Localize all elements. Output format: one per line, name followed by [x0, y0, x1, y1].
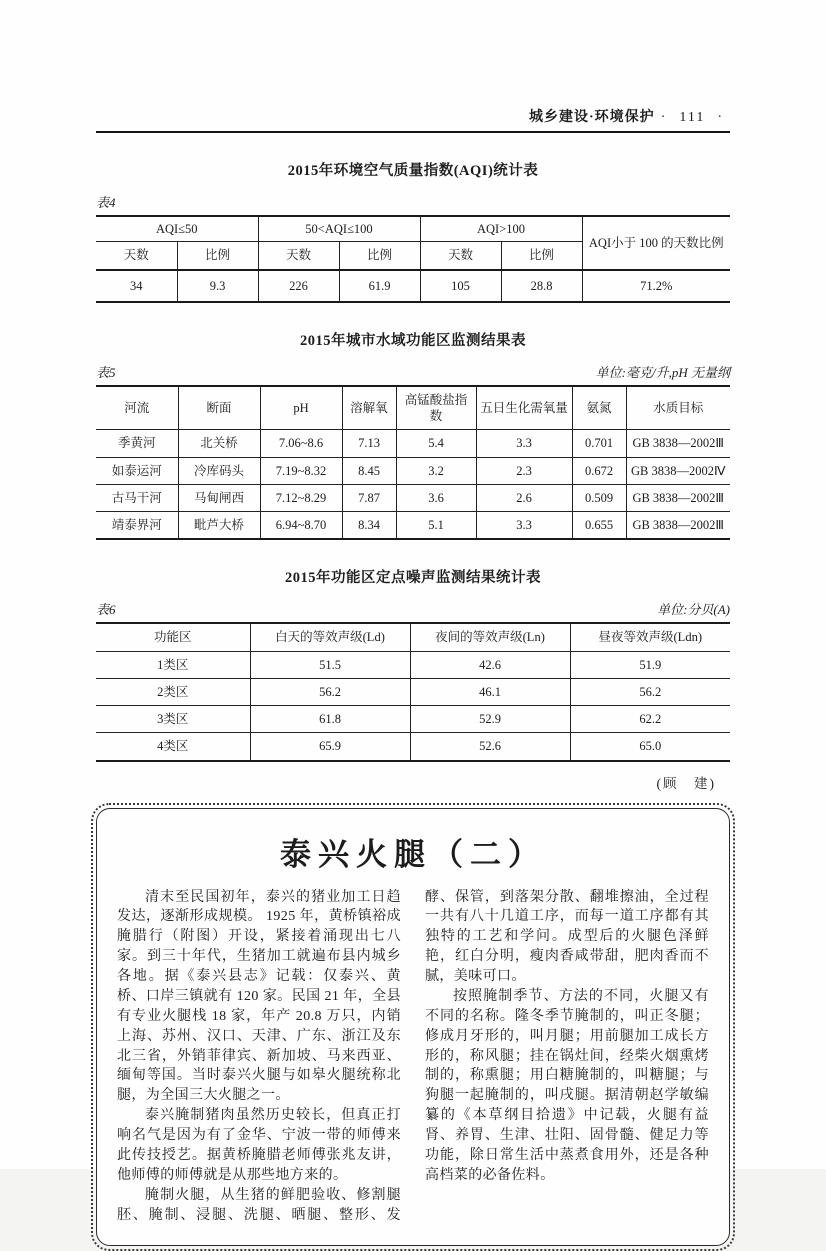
aqi-cell: 9.3 [177, 270, 258, 302]
water-table-meta [96, 362, 730, 381]
water-row [96, 430, 730, 457]
water-cell: 2.3 [476, 457, 572, 484]
water-row [96, 484, 730, 511]
article-paragraph: 按照腌制季节、方法的不同，火腿又有不同的名称。隆冬季节腌制的，叫正冬腿；修成月牙形的，叫月腿；用前腿加工成长方形的，称风腿；挂在锅灶间，经柴火烟熏烤制的，称熏腿；用白糖腌制的，叫糖腿；与狗腿一起腌制的，叫戌腿。据清朝赵学敏编纂的《本草纲目拾遗》中记载，火腿有益肾、养胃、生津、壮阳、固骨髓、健足力等功能，除日常生活中蒸煮食用外，还是各种高档菜的必备佐料。 [425, 988, 709, 1183]
aqi-cell: 61.9 [339, 270, 420, 302]
noise-header: 功能区 [153, 630, 192, 645]
aqi-table-title: 2015年环境空气质量指数(AQI)统计表 [287, 163, 539, 179]
running-header [96, 106, 730, 126]
aqi-cell: 226 [258, 270, 339, 302]
article-paragraph: 泰兴腌制猪肉虽然历史较长，但真正打响名气是因为有了金华、宁波一带的师傅来此传技授艺。据黄桥腌腊老师傅张兆友讲，他师傅的师傅就是从那些地方来的。 [117, 1108, 401, 1183]
noise-cell: 51.5 [250, 651, 410, 678]
aqi-group-header: AQI≤50 [155, 222, 198, 236]
water-cell: 8.34 [342, 512, 396, 540]
noise-cell: 52.6 [410, 733, 570, 761]
water-cell: 7.06~8.6 [260, 430, 342, 457]
aqi-sub-header: 天数 [258, 242, 339, 270]
water-header: pH [260, 386, 342, 430]
water-cell: 毗芦大桥 [178, 512, 260, 540]
aqi-group-header: AQI>100 [420, 216, 582, 242]
noise-header: 白天的等效声级(Ld) [250, 623, 410, 651]
noise-cell: 56.2 [570, 678, 730, 705]
water-table-unit: 单位:毫克/升,pH 无量纲 [595, 364, 730, 380]
water-cell: 古马干河 [96, 484, 178, 511]
water-header: 氨氮 [572, 386, 626, 430]
aqi-table-label: 表4 [96, 195, 116, 210]
noise-cell: 56.2 [250, 678, 410, 705]
noise-cell: 4类区 [96, 733, 250, 761]
noise-header: 夜间的等效声级(Ln) [410, 623, 570, 651]
water-table-title: 2015年城市水域功能区监测结果表 [300, 332, 526, 349]
water-header-row [96, 386, 730, 430]
noise-cell: 65.9 [250, 733, 410, 761]
noise-header-row [96, 623, 730, 651]
water-cell: 0.672 [572, 457, 626, 484]
water-header: 水质目标 [626, 386, 730, 430]
noise-cell: 61.8 [250, 706, 410, 733]
aqi-ratio-header: AQI小于 100 的天数比例 [582, 216, 730, 270]
noise-table-unit: 单位:分贝(A) [657, 602, 730, 618]
water-cell: 季黄河 [96, 430, 178, 457]
water-header: 河流 [124, 400, 150, 415]
noise-cell: 65.0 [570, 733, 730, 761]
article-paragraph: 清末至民国初年，泰兴的猪业加工日趋发达，逐渐形成规模。 1925 年，黄桥镇裕成腌腊行（附图）开设，紧接着涌现出七八家。到三十年代，生猪加工就遍布县内城乡各地。据《泰兴县志》记载：仅泰兴、黄桥、口岸三镇就有 120 家。民国 21 年，全县有专业火腿栈 18 家，年产 20.8 万只，内销上海、苏州、汉口、天津、广东、浙江及东北三省，外销菲律宾、新加坡、马来西亚、缅甸等国。当时泰兴火腿与如皋火腿统称北腿，为全国三大火腿之一。 [117, 889, 401, 1104]
water-cell: 靖泰界河 [96, 512, 178, 540]
water-cell: 3.3 [476, 430, 572, 457]
water-cell: 如泰运河 [96, 457, 178, 484]
water-header: 五日生化需氧量 [476, 386, 572, 430]
article-title: 泰兴火腿（二） [280, 836, 546, 872]
water-cell: 3.6 [396, 484, 476, 511]
noise-cell: 52.9 [410, 706, 570, 733]
section-title: 城乡建设·环境保护 [529, 110, 655, 125]
water-header: 溶解氧 [342, 386, 396, 430]
water-cell: 3.3 [476, 512, 572, 540]
aqi-table-meta [96, 192, 730, 211]
aqi-sub-header: 天数 [96, 242, 177, 270]
aqi-cell: 28.8 [501, 270, 582, 302]
water-cell: 0.655 [572, 512, 626, 540]
water-cell: GB 3838—2002Ⅳ [626, 457, 730, 484]
water-cell: 8.45 [342, 457, 396, 484]
aqi-cell: 71.2% [582, 270, 730, 302]
noise-row [96, 651, 730, 678]
water-cell: 北关桥 [178, 430, 260, 457]
article-body [117, 888, 709, 1226]
aqi-table [96, 215, 730, 303]
water-cell: 3.2 [396, 457, 476, 484]
noise-row [96, 706, 730, 733]
noise-table-label: 表6 [96, 602, 116, 618]
water-cell: GB 3838—2002Ⅲ [626, 484, 730, 511]
water-cell: 5.4 [396, 430, 476, 457]
water-table-label: 表5 [96, 364, 116, 380]
aqi-sub-header: 比例 [501, 242, 582, 270]
noise-cell: 46.1 [410, 678, 570, 705]
water-cell: 6.94~8.70 [260, 512, 342, 540]
water-cell: 0.701 [572, 430, 626, 457]
water-table [96, 385, 730, 541]
aqi-cell: 34 [96, 270, 177, 302]
water-cell: 0.509 [572, 484, 626, 511]
water-cell: 2.6 [476, 484, 572, 511]
byline: (顾 建) [656, 775, 716, 791]
water-cell: GB 3838—2002Ⅲ [626, 512, 730, 540]
noise-table-title: 2015年功能区定点噪声监测结果统计表 [285, 570, 541, 587]
noise-cell: 51.9 [570, 651, 730, 678]
water-cell: 7.13 [342, 430, 396, 457]
noise-table [96, 622, 730, 761]
water-header: 断面 [178, 386, 260, 430]
aqi-sub-header: 比例 [339, 242, 420, 270]
aqi-sub-header: 天数 [420, 242, 501, 270]
aqi-cell: 105 [420, 270, 501, 302]
aqi-group-header-row [96, 216, 730, 242]
page-number-dot-left: · [660, 110, 668, 125]
water-cell: 7.87 [342, 484, 396, 511]
aqi-sub-header: 比例 [177, 242, 258, 270]
page-number: 111 [679, 110, 706, 125]
article-box [96, 808, 730, 1247]
article-paragraph: 腌制火腿，从生猪的鲜肥验收、修割腿胚、腌制、浸腿、洗腿、晒腿、整形、发酵、保管，到落架分散、翻堆擦油，全过程一共有八十几道工序，而每一道工序都有其独特的工艺和学问。成型后的火腿色泽鲜艳，红白分明，瘦肉香咸带甜，肥肉香而不腻，美味可口。 [117, 889, 709, 1223]
water-header: 高锰酸盐指数 [396, 386, 476, 430]
noise-table-meta [96, 599, 730, 618]
water-row [96, 512, 730, 540]
header-rule [96, 131, 730, 133]
noise-cell: 1类区 [96, 651, 250, 678]
noise-cell: 3类区 [96, 706, 250, 733]
aqi-data-row [96, 270, 730, 302]
noise-row [96, 678, 730, 705]
water-cell: 马甸闸西 [178, 484, 260, 511]
water-cell: GB 3838—2002Ⅲ [626, 430, 730, 457]
water-cell: 7.19~8.32 [260, 457, 342, 484]
noise-row [96, 733, 730, 761]
noise-header: 昼夜等效声级(Ldn) [570, 623, 730, 651]
noise-cell: 2类区 [96, 678, 250, 705]
water-cell: 7.12~8.29 [260, 484, 342, 511]
water-cell: 冷库码头 [178, 457, 260, 484]
water-row [96, 457, 730, 484]
aqi-group-header: 50<AQI≤100 [258, 216, 420, 242]
page-number-dot-right: · [717, 110, 724, 125]
water-cell: 5.1 [396, 512, 476, 540]
page-content [96, 0, 730, 1246]
noise-cell: 62.2 [570, 706, 730, 733]
noise-cell: 42.6 [410, 651, 570, 678]
